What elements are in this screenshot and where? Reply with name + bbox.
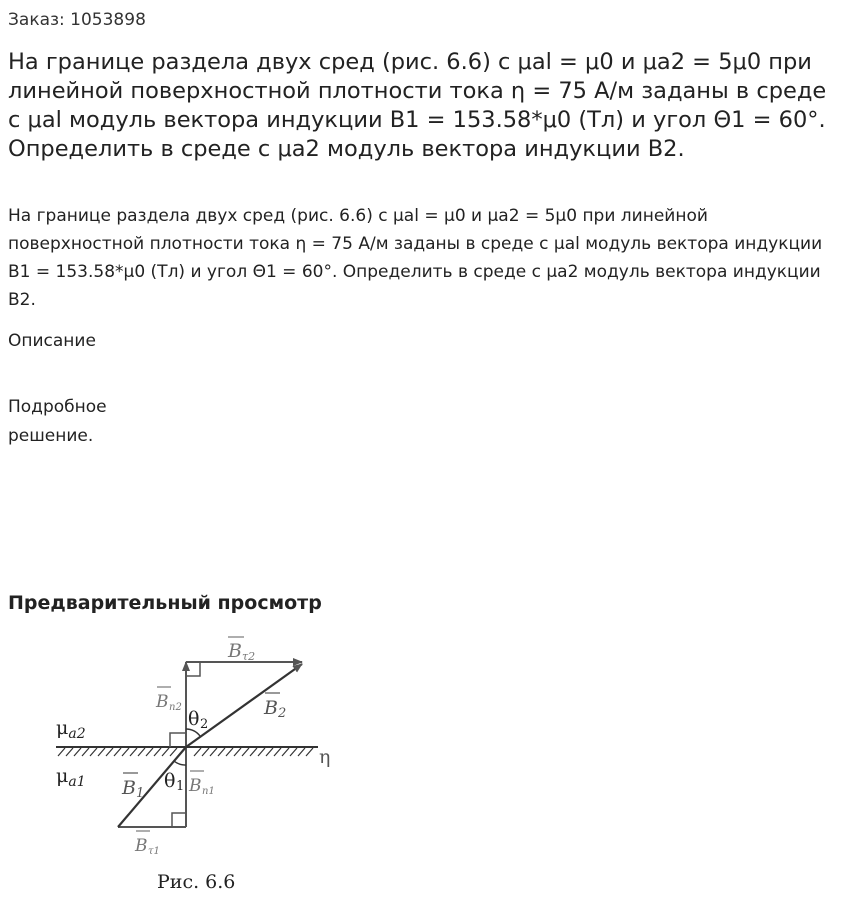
figure-6-6 [50,630,350,920]
right-angle-top [186,662,200,676]
right-angle-origin [170,733,186,747]
svg-text:B: B [135,836,148,856]
svg-text:B: B [122,777,136,799]
b2-label [263,693,286,721]
b1-label [121,773,144,801]
detail-line-2: решение. [8,426,94,446]
theta1-label [164,770,184,794]
preview-title: Предварительный просмотр [8,592,322,614]
svg-text:1: 1 [136,786,145,801]
theta2-label [188,708,208,732]
svg-text:B: B [228,640,242,662]
svg-text:τ2: τ2 [242,650,256,663]
order-number: Заказ: 1053898 [8,10,146,30]
detailed-solution-label [8,393,107,451]
svg-text:B: B [189,776,202,796]
eta-label: η [319,746,331,768]
theta2-arc [186,729,200,736]
b-n1-label [188,771,215,797]
svg-text:2: 2 [278,706,287,721]
svg-text:θ: θ [188,708,200,730]
detail-line-1: Подробное [8,397,107,417]
figure-caption: Рис. 6.6 [157,871,236,893]
problem-heading: На границе раздела двух сред (рис. 6.6) с μal = μ0 и μa2 = 5μ0 при линейной поверхностной плотности тока η = 75 А/м заданы в среде с μal модуль вектора индукции B1 = 153.58*μ0 (Тл) и угол Θ1 = 60°. Определить в среде с μa2 модуль вектора индукции B2. [8,49,827,162]
mu-a2-label: $\mu_{a2}$ [56,717,86,742]
svg-text:θ: θ [164,770,176,792]
description-label: Описание [8,331,96,351]
svg-text:n2: n2 [169,702,182,713]
b-n2-label [155,687,182,713]
mu-a1-label: $\mu_{a1}$ [56,765,86,790]
theta1-arc [174,761,186,765]
right-angle-bottom [172,813,186,827]
svg-text:τ1: τ1 [148,846,160,857]
svg-text:B: B [156,692,169,712]
b-tau1-label [134,831,160,857]
vector-diagram [50,630,350,920]
svg-text:1: 1 [176,779,185,794]
svg-text:B: B [264,697,278,719]
b-tau2-label [227,637,255,663]
svg-text:n1: n1 [202,786,215,797]
svg-text:2: 2 [200,717,209,732]
problem-text: На границе раздела двух сред (рис. 6.6) с μal = μ0 и μa2 = 5μ0 при линейной поверхностной плотности тока η = 75 А/м заданы в среде с μal модуль вектора индукции B1 = 153.58*μ0 (Тл) и угол Θ1 = 60°. Определить в среде с μa2 модуль вектора индукции B2. [8,206,823,310]
